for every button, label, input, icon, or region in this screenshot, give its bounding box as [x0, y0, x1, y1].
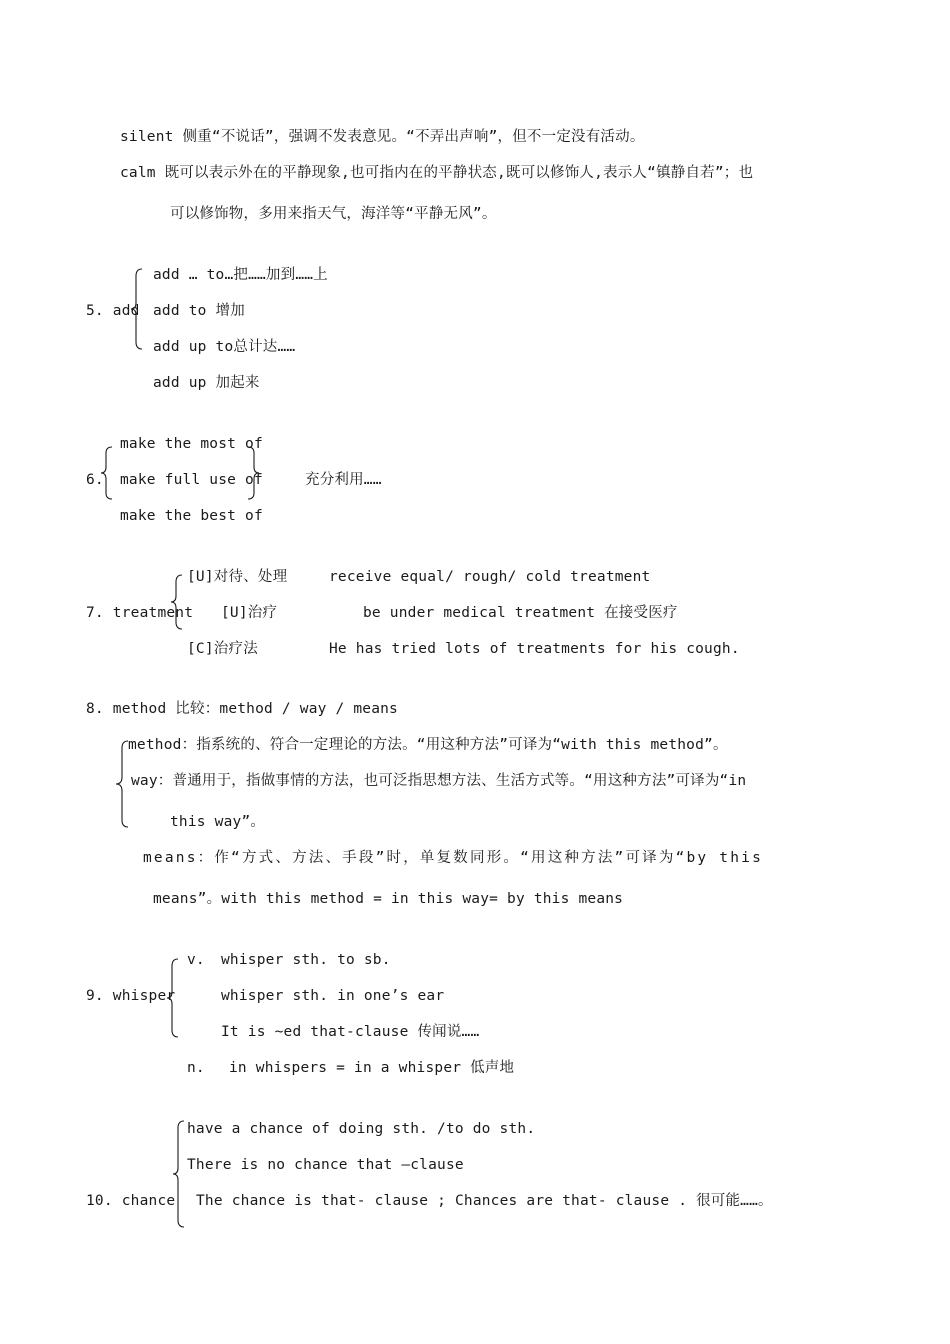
- item6-line-3: make the best of: [120, 508, 263, 524]
- item8-means-line2: means”。with this method = in this way= by this means: [153, 891, 624, 907]
- item5-brace: [130, 268, 144, 350]
- item8-method: method：指系统的、符合一定理论的方法。“用这种方法”可译为“with this method”。: [128, 737, 728, 753]
- silent-note: silent 侧重“不说话”，强调不发表意见。“不弄出声响”，但不一定没有活动。: [120, 129, 645, 145]
- item6-line-1: make the most of: [120, 436, 263, 452]
- item8-way-line1: way：普通用于，指做事情的方法，也可泛指思想方法、生活方式等。“用这种方法”可译为“in: [131, 773, 747, 789]
- calm-note-line1: calm 既可以表示外在的平静现象,也可指内在的平静状态,既可以修饰人,表示人“镇静自若”；也: [120, 165, 754, 181]
- item5-line-2: add to 增加: [153, 303, 245, 319]
- item9-v-line-3: It is ~ed that-clause 传闻说……: [221, 1024, 480, 1040]
- item9-label: 9. whisper: [86, 988, 176, 1004]
- item7-sense-1: [U]对待、处理: [187, 569, 288, 585]
- item9-v-line-2: whisper sth. in one’s ear: [221, 988, 445, 1004]
- item10-line-3: The chance is that- clause ; Chances are that- clause . 很可能……。: [196, 1193, 773, 1209]
- item9-v-tag: v.: [187, 952, 205, 968]
- item10-label: 10. chance: [86, 1193, 176, 1209]
- item8-means-line1: means：作“方式、方法、手段”时，单复数同形。“用这种方法”可译为“by this: [143, 850, 764, 866]
- item6-left-brace: [100, 446, 114, 500]
- item6-meaning: 充分利用……: [305, 472, 382, 488]
- item7-label: 7. treatment: [86, 605, 194, 621]
- item8-way-line2: this way”。: [170, 814, 266, 830]
- item7-sense-2: [U]治疗: [221, 605, 278, 621]
- item7-example-1: receive equal/ rough/ cold treatment: [329, 569, 651, 585]
- item6-number: 6.: [86, 472, 104, 488]
- item7-example-2: be under medical treatment 在接受医疗: [363, 605, 678, 621]
- item7-sense-3: [C]治疗法: [187, 641, 258, 657]
- item5-line-1: add … to…把……加到……上: [153, 267, 328, 283]
- item10-line-2: There is no chance that –clause: [187, 1157, 464, 1173]
- item5-label: 5. add: [86, 303, 140, 319]
- item9-brace: [166, 958, 180, 1038]
- item9-n-line: in whispers = in a whisper 低声地: [229, 1060, 515, 1076]
- item7-brace: [170, 574, 184, 630]
- item10-line-1: have a chance of doing sth. /to do sth.: [187, 1121, 536, 1137]
- item8-heading: 8. method 比较：method / way / means: [86, 701, 398, 717]
- item9-v-line-1: whisper sth. to sb.: [221, 952, 391, 968]
- item10-brace: [172, 1120, 186, 1228]
- item6-line-2: make full use of: [120, 472, 263, 488]
- item6-right-brace: [246, 446, 260, 500]
- item9-n-tag: n.: [187, 1060, 205, 1076]
- item7-example-3: He has tried lots of treatments for his cough.: [329, 641, 740, 657]
- calm-note-line2: 可以修饰物，多用来指天气，海洋等“平静无风”。: [170, 206, 497, 222]
- item5-line-3: add up to总计达……: [153, 339, 296, 355]
- item5-line-4: add up 加起来: [153, 375, 260, 391]
